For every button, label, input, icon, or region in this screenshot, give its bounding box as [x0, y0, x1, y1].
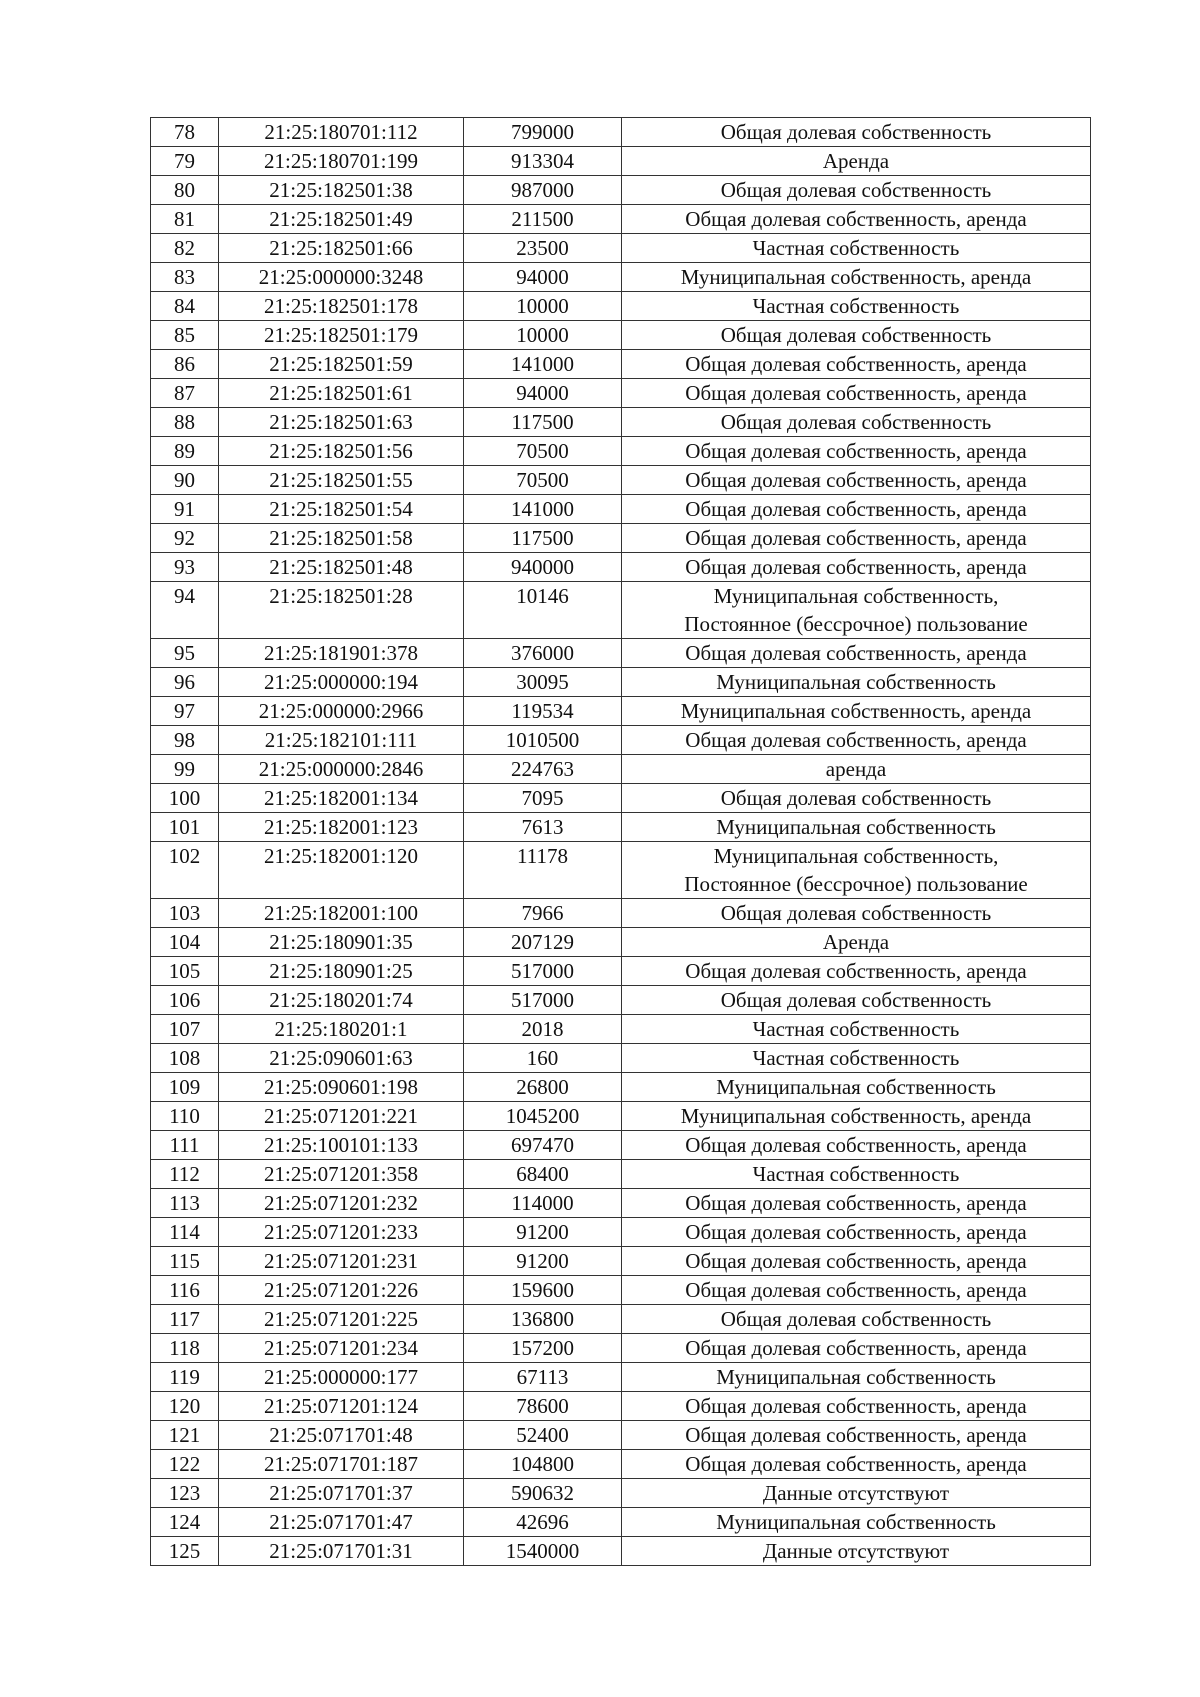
cadastral-number-cell: 21:25:000000:194: [219, 668, 464, 697]
area-cell: 7613: [464, 813, 622, 842]
right-type-cell: Общая долевая собственность, аренда: [622, 495, 1091, 524]
right-type-cell: Общая долевая собственность, аренда: [622, 1131, 1091, 1160]
right-type-cell: Данные отсутствуют: [622, 1479, 1091, 1508]
area-cell: 517000: [464, 957, 622, 986]
cadastral-number-cell: 21:25:182501:61: [219, 379, 464, 408]
cadastral-number-cell: 21:25:071201:233: [219, 1218, 464, 1247]
table-row: [151, 1073, 1091, 1102]
cadastral-number-cell: 21:25:182501:178: [219, 292, 464, 321]
right-type-cell: Муниципальная собственность: [622, 813, 1091, 842]
row-number-cell: 120: [151, 1392, 219, 1421]
area-cell: 23500: [464, 234, 622, 263]
row-number-cell: 112: [151, 1160, 219, 1189]
right-type-cell: Общая долевая собственность: [622, 408, 1091, 437]
table-row: [151, 1218, 1091, 1247]
table-row: [151, 697, 1091, 726]
row-number-cell: 97: [151, 697, 219, 726]
cadastral-number-cell: 21:25:071201:234: [219, 1334, 464, 1363]
right-type-cell: Общая долевая собственность: [622, 1305, 1091, 1334]
right-type-cell: Общая долевая собственность, аренда: [622, 350, 1091, 379]
cadastral-number-cell: 21:25:071701:187: [219, 1450, 464, 1479]
area-cell: 159600: [464, 1276, 622, 1305]
cadastral-number-cell: 21:25:071201:226: [219, 1276, 464, 1305]
right-type-cell: Общая долевая собственность, аренда: [622, 466, 1091, 495]
area-cell: 224763: [464, 755, 622, 784]
area-cell: 136800: [464, 1305, 622, 1334]
right-type-cell: [622, 582, 1091, 639]
table-row: [151, 205, 1091, 234]
row-number-cell: 84: [151, 292, 219, 321]
right-type-cell: Общая долевая собственность, аренда: [622, 1450, 1091, 1479]
table-row: [151, 1392, 1091, 1421]
cadastral-number-cell: 21:25:071201:232: [219, 1189, 464, 1218]
cadastral-number-cell: 21:25:071201:225: [219, 1305, 464, 1334]
right-type-cell: Общая долевая собственность, аренда: [622, 379, 1091, 408]
table-row: [151, 1102, 1091, 1131]
row-number-cell: 85: [151, 321, 219, 350]
table-row: [151, 668, 1091, 697]
area-cell: 590632: [464, 1479, 622, 1508]
cadastral-number-cell: 21:25:180901:35: [219, 928, 464, 957]
row-number-cell: 99: [151, 755, 219, 784]
right-type-cell: Частная собственность: [622, 292, 1091, 321]
row-number-cell: 87: [151, 379, 219, 408]
area-cell: 68400: [464, 1160, 622, 1189]
cadastral-number-cell: 21:25:180701:112: [219, 118, 464, 147]
cadastral-number-cell: 21:25:182501:179: [219, 321, 464, 350]
right-type-cell: Частная собственность: [622, 1160, 1091, 1189]
row-number-cell: 101: [151, 813, 219, 842]
row-number-cell: 114: [151, 1218, 219, 1247]
row-number-cell: 96: [151, 668, 219, 697]
table-row: [151, 1247, 1091, 1276]
row-number-cell: 104: [151, 928, 219, 957]
row-number-cell: 116: [151, 1276, 219, 1305]
row-number-cell: 123: [151, 1479, 219, 1508]
cadastral-number-cell: 21:25:182101:111: [219, 726, 464, 755]
area-cell: 10146: [464, 582, 622, 639]
cadastral-number-cell: 21:25:182001:123: [219, 813, 464, 842]
right-type-cell: Общая долевая собственность: [622, 321, 1091, 350]
row-number-cell: 107: [151, 1015, 219, 1044]
cadastral-number-cell: 21:25:071701:31: [219, 1537, 464, 1566]
right-type-cell: аренда: [622, 755, 1091, 784]
row-number-cell: 106: [151, 986, 219, 1015]
area-cell: 91200: [464, 1218, 622, 1247]
table-row: [151, 726, 1091, 755]
right-type-cell: Аренда: [622, 147, 1091, 176]
table-row: [151, 639, 1091, 668]
area-cell: 114000: [464, 1189, 622, 1218]
row-number-cell: 111: [151, 1131, 219, 1160]
table-row: [151, 1450, 1091, 1479]
table-row: [151, 1537, 1091, 1566]
area-cell: 52400: [464, 1421, 622, 1450]
table-row: [151, 957, 1091, 986]
cadastral-number-cell: 21:25:180201:74: [219, 986, 464, 1015]
cadastral-number-cell: 21:25:182001:120: [219, 842, 464, 899]
area-cell: 940000: [464, 553, 622, 582]
right-type-cell: Общая долевая собственность, аренда: [622, 1276, 1091, 1305]
right-type-cell: Общая долевая собственность, аренда: [622, 639, 1091, 668]
row-number-cell: 121: [151, 1421, 219, 1450]
area-cell: 517000: [464, 986, 622, 1015]
cadastral-number-cell: 21:25:000000:177: [219, 1363, 464, 1392]
row-number-cell: 90: [151, 466, 219, 495]
area-cell: 2018: [464, 1015, 622, 1044]
row-number-cell: 80: [151, 176, 219, 205]
cadastral-number-cell: 21:25:090601:198: [219, 1073, 464, 1102]
table-row: [151, 1044, 1091, 1073]
cadastral-number-cell: 21:25:071201:358: [219, 1160, 464, 1189]
row-number-cell: 78: [151, 118, 219, 147]
table-row: [151, 524, 1091, 553]
row-number-cell: 108: [151, 1044, 219, 1073]
row-number-cell: 92: [151, 524, 219, 553]
area-cell: 157200: [464, 1334, 622, 1363]
land-plots-table: [150, 117, 1091, 1566]
right-type-line-1: Муниципальная собственность,: [713, 844, 999, 868]
row-number-cell: 94: [151, 582, 219, 639]
right-type-cell: Частная собственность: [622, 1044, 1091, 1073]
row-number-cell: 125: [151, 1537, 219, 1566]
area-cell: 94000: [464, 263, 622, 292]
table-row: [151, 899, 1091, 928]
right-type-cell: Муниципальная собственность: [622, 1073, 1091, 1102]
row-number-cell: 118: [151, 1334, 219, 1363]
table-row: [151, 842, 1091, 899]
table-row: [151, 986, 1091, 1015]
right-type-cell: Общая долевая собственность: [622, 784, 1091, 813]
cadastral-number-cell: 21:25:182501:58: [219, 524, 464, 553]
row-number-cell: 122: [151, 1450, 219, 1479]
area-cell: 91200: [464, 1247, 622, 1276]
table-row: [151, 928, 1091, 957]
table-row: [151, 437, 1091, 466]
table-row: [151, 1508, 1091, 1537]
area-cell: 70500: [464, 437, 622, 466]
row-number-cell: 98: [151, 726, 219, 755]
cadastral-number-cell: 21:25:182501:63: [219, 408, 464, 437]
right-type-cell: Муниципальная собственность: [622, 1363, 1091, 1392]
cadastral-number-cell: 21:25:100101:133: [219, 1131, 464, 1160]
area-cell: 1540000: [464, 1537, 622, 1566]
area-cell: 207129: [464, 928, 622, 957]
area-cell: 211500: [464, 205, 622, 234]
cadastral-number-cell: 21:25:182501:54: [219, 495, 464, 524]
right-type-cell: Муниципальная собственность: [622, 668, 1091, 697]
area-cell: 42696: [464, 1508, 622, 1537]
right-type-cell: Частная собственность: [622, 1015, 1091, 1044]
table-row: [151, 1363, 1091, 1392]
cadastral-number-cell: 21:25:071201:231: [219, 1247, 464, 1276]
table-row: [151, 582, 1091, 639]
right-type-line-1: Муниципальная собственность,: [713, 584, 999, 608]
table-row: [151, 1189, 1091, 1218]
cadastral-number-cell: 21:25:182501:38: [219, 176, 464, 205]
table-row: [151, 1305, 1091, 1334]
right-type-cell: Общая долевая собственность, аренда: [622, 1392, 1091, 1421]
area-cell: 913304: [464, 147, 622, 176]
cadastral-number-cell: 21:25:000000:2966: [219, 697, 464, 726]
right-type-cell: Общая долевая собственность, аренда: [622, 1189, 1091, 1218]
cadastral-number-cell: 21:25:071201:124: [219, 1392, 464, 1421]
area-cell: 987000: [464, 176, 622, 205]
row-number-cell: 79: [151, 147, 219, 176]
table-row: [151, 379, 1091, 408]
cadastral-number-cell: 21:25:182501:66: [219, 234, 464, 263]
table-row: [151, 263, 1091, 292]
right-type-cell: Общая долевая собственность: [622, 118, 1091, 147]
table-row: [151, 1276, 1091, 1305]
table-row: [151, 1479, 1091, 1508]
right-type-cell: Муниципальная собственность, аренда: [622, 263, 1091, 292]
right-type-cell: Общая долевая собственность, аренда: [622, 205, 1091, 234]
cadastral-number-cell: 21:25:182501:55: [219, 466, 464, 495]
cadastral-number-cell: 21:25:182501:59: [219, 350, 464, 379]
row-number-cell: 105: [151, 957, 219, 986]
area-cell: 117500: [464, 524, 622, 553]
row-number-cell: 95: [151, 639, 219, 668]
right-type-cell: Общая долевая собственность, аренда: [622, 726, 1091, 755]
right-type-cell: Общая долевая собственность, аренда: [622, 1218, 1091, 1247]
right-type-cell: Общая долевая собственность, аренда: [622, 437, 1091, 466]
right-type-line-2: Постоянное (бессрочное) пользование: [684, 612, 1028, 636]
area-cell: 7966: [464, 899, 622, 928]
table-body: [151, 118, 1091, 1566]
cadastral-number-cell: 21:25:182501:49: [219, 205, 464, 234]
table-row: [151, 1160, 1091, 1189]
row-number-cell: 113: [151, 1189, 219, 1218]
cadastral-number-cell: 21:25:181901:378: [219, 639, 464, 668]
area-cell: 70500: [464, 466, 622, 495]
row-number-cell: 119: [151, 1363, 219, 1392]
area-cell: 141000: [464, 495, 622, 524]
row-number-cell: 83: [151, 263, 219, 292]
document-page: [150, 117, 1090, 1566]
table-row: [151, 147, 1091, 176]
right-type-cell: Частная собственность: [622, 234, 1091, 263]
table-row: [151, 466, 1091, 495]
area-cell: 78600: [464, 1392, 622, 1421]
row-number-cell: 110: [151, 1102, 219, 1131]
right-type-cell: Общая долевая собственность: [622, 176, 1091, 205]
right-type-cell: [622, 842, 1091, 899]
area-cell: 10000: [464, 292, 622, 321]
area-cell: 11178: [464, 842, 622, 899]
cadastral-number-cell: 21:25:182001:100: [219, 899, 464, 928]
area-cell: 117500: [464, 408, 622, 437]
row-number-cell: 100: [151, 784, 219, 813]
right-type-cell: Общая долевая собственность, аренда: [622, 1334, 1091, 1363]
table-row: [151, 321, 1091, 350]
area-cell: 10000: [464, 321, 622, 350]
area-cell: 26800: [464, 1073, 622, 1102]
row-number-cell: 81: [151, 205, 219, 234]
cadastral-number-cell: 21:25:071701:47: [219, 1508, 464, 1537]
right-type-cell: Муниципальная собственность: [622, 1508, 1091, 1537]
table-row: [151, 784, 1091, 813]
cadastral-number-cell: 21:25:180901:25: [219, 957, 464, 986]
cadastral-number-cell: 21:25:182501:48: [219, 553, 464, 582]
row-number-cell: 89: [151, 437, 219, 466]
table-row: [151, 408, 1091, 437]
area-cell: 119534: [464, 697, 622, 726]
right-type-cell: Общая долевая собственность, аренда: [622, 957, 1091, 986]
table-row: [151, 1015, 1091, 1044]
table-row: [151, 813, 1091, 842]
right-type-cell: Общая долевая собственность: [622, 986, 1091, 1015]
table-row: [151, 176, 1091, 205]
table-row: [151, 495, 1091, 524]
area-cell: 1045200: [464, 1102, 622, 1131]
cadastral-number-cell: 21:25:090601:63: [219, 1044, 464, 1073]
cadastral-number-cell: 21:25:000000:2846: [219, 755, 464, 784]
table-row: [151, 1334, 1091, 1363]
area-cell: 67113: [464, 1363, 622, 1392]
right-type-cell: Общая долевая собственность, аренда: [622, 524, 1091, 553]
cadastral-number-cell: 21:25:071201:221: [219, 1102, 464, 1131]
table-row: [151, 234, 1091, 263]
right-type-cell: Данные отсутствуют: [622, 1537, 1091, 1566]
row-number-cell: 109: [151, 1073, 219, 1102]
row-number-cell: 86: [151, 350, 219, 379]
area-cell: 30095: [464, 668, 622, 697]
right-type-line-2: Постоянное (бессрочное) пользование: [684, 872, 1028, 896]
cadastral-number-cell: 21:25:071701:37: [219, 1479, 464, 1508]
table-row: [151, 1421, 1091, 1450]
table-row: [151, 350, 1091, 379]
table-row: [151, 292, 1091, 321]
area-cell: 376000: [464, 639, 622, 668]
area-cell: 160: [464, 1044, 622, 1073]
cadastral-number-cell: 21:25:182501:28: [219, 582, 464, 639]
table-row: [151, 553, 1091, 582]
cadastral-number-cell: 21:25:180201:1: [219, 1015, 464, 1044]
table-row: [151, 118, 1091, 147]
cadastral-number-cell: 21:25:180701:199: [219, 147, 464, 176]
cadastral-number-cell: 21:25:182501:56: [219, 437, 464, 466]
table-row: [151, 755, 1091, 784]
cadastral-number-cell: 21:25:071701:48: [219, 1421, 464, 1450]
area-cell: 7095: [464, 784, 622, 813]
area-cell: 1010500: [464, 726, 622, 755]
row-number-cell: 124: [151, 1508, 219, 1537]
row-number-cell: 115: [151, 1247, 219, 1276]
row-number-cell: 82: [151, 234, 219, 263]
row-number-cell: 91: [151, 495, 219, 524]
right-type-cell: Общая долевая собственность: [622, 899, 1091, 928]
row-number-cell: 102: [151, 842, 219, 899]
right-type-cell: Аренда: [622, 928, 1091, 957]
area-cell: 697470: [464, 1131, 622, 1160]
area-cell: 104800: [464, 1450, 622, 1479]
table-row: [151, 1131, 1091, 1160]
right-type-cell: Муниципальная собственность, аренда: [622, 1102, 1091, 1131]
row-number-cell: 103: [151, 899, 219, 928]
area-cell: 141000: [464, 350, 622, 379]
row-number-cell: 93: [151, 553, 219, 582]
right-type-cell: Муниципальная собственность, аренда: [622, 697, 1091, 726]
right-type-cell: Общая долевая собственность, аренда: [622, 1247, 1091, 1276]
area-cell: 799000: [464, 118, 622, 147]
area-cell: 94000: [464, 379, 622, 408]
row-number-cell: 88: [151, 408, 219, 437]
right-type-cell: Общая долевая собственность, аренда: [622, 1421, 1091, 1450]
right-type-cell: Общая долевая собственность, аренда: [622, 553, 1091, 582]
row-number-cell: 117: [151, 1305, 219, 1334]
cadastral-number-cell: 21:25:000000:3248: [219, 263, 464, 292]
cadastral-number-cell: 21:25:182001:134: [219, 784, 464, 813]
